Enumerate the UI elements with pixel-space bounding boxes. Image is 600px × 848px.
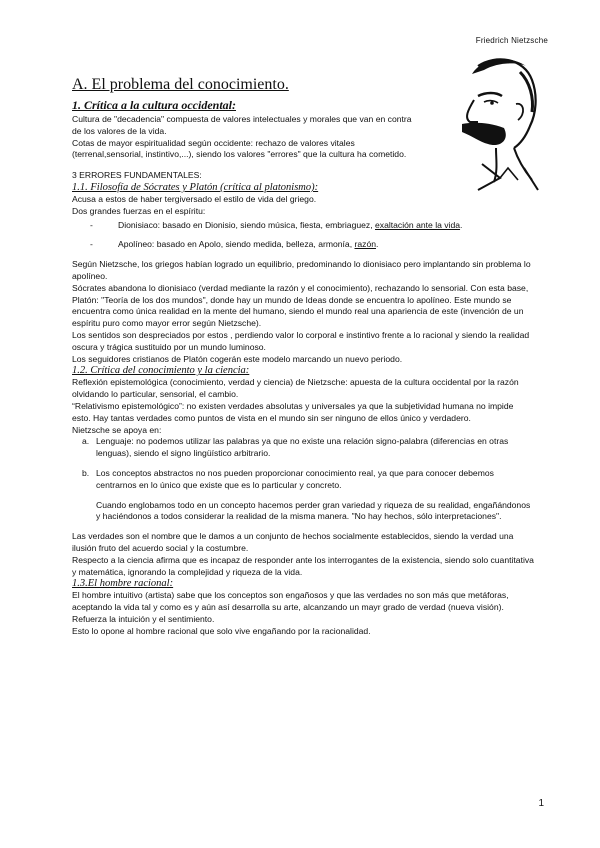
subsection-1-2-paragraph-3: Nietzsche se apoya en: <box>72 424 162 435</box>
list-item: - Apolíneo: basado en Apolo, siendo medida, belleza, armonía, razón. <box>90 239 379 250</box>
subsection-1-2-paragraph-1: Reflexión epistemológica (conocimiento, verdad y ciencia) de Nietzsche: apuesta de la cultura occidental por la razón olvidando lo particular, sensorial, el cambio. <box>72 377 519 400</box>
subsection-1-1-paragraph-4: Sócrates abandona lo dionisiaco (verdad mediante la razón y el conocimiento), rechazando lo sensorial. Con esta base, Platón: "Teoría de los dos mundos", donde hay un mundo de Ideas donde se encuentra lo apolíneo. Este mundo se encuentra como única realidad en la mente del humano, siendo el mundo real una apariencia de este (invención de un espíritu puro como mayor error según Nietzsche). <box>72 282 529 329</box>
subsection-1-1-paragraph-3: Según Nietzsche, los griegos habían logrado un equilibrio, predominando lo dionisiaco pero implantando sin problema lo apolíneo. <box>72 259 531 281</box>
subsection-1-2-paragraph-4: Las verdades son el nombre que le damos a un conjunto de hechos socialmente establecidos, siendo la verdad una ilusión fruto del acuerdo social y la costumbre. <box>72 531 514 553</box>
supports-list <box>72 436 534 491</box>
dionisiaco-text: Dionisiaco: basado en Dionisio, siendo música, fiesta, embriaguez, <box>118 219 375 230</box>
subsection-1-1-paragraph-1: Acusa a estos de haber tergiversado el estilo de vida del griego. <box>72 193 317 204</box>
subsection-1-1-heading: 1.1. Filosofía de Sócrates y Platón (crítica al platonismo): <box>72 181 319 193</box>
subsection-1-3-heading: 1.3.El hombre racional: <box>72 578 174 590</box>
subsection-1-1-paragraph-5: Los sentidos son despreciados por estos , perdiendo valor lo corporal e instintivo frente a lo racional y siendo la realidad oscura y trágica sustituido por un mundo luminoso. <box>72 329 530 352</box>
forces-list <box>72 220 534 252</box>
dionisiaco-underlined: exaltación ante la vida <box>375 219 461 230</box>
section-1-heading: 1. Crítica a la cultura occidental: <box>72 98 236 112</box>
apolineo-text: Apolíneo: basado en Apolo, siendo medida, belleza, armonía, <box>118 239 355 250</box>
subsection-1-3-paragraph-1: El hombre intuitivo (artista) sabe que los conceptos son engañosos y que las verdades no son más que metáforas, aceptando la vida tal y como es y aún así desarrolla su arte, alcanzando un mayr grado de verdad (nueva visión). Refuerza la intuición y el sentimiento. <box>72 590 509 624</box>
list-item: b. Los conceptos abstractos no nos pueden proporcionar conocimiento real, ya que para conocer debemos centrarnos en lo único que existe que es lo particular y concreto. <box>82 467 494 490</box>
item-b-continuation: Cuando englobamos todo en un concepto hacemos perder gran variedad y riqueza de su realidad, engañándonos y haciéndonos a todos considerar la realidad de la misma manera. "No hay hechos, sólo interpretaciones". <box>96 499 531 522</box>
list-item: a. Lenguaje: no podemos utilizar las palabras ya que no existe una relación signo-palabra (diferencias en otras lenguas), siendo el signo lingüístico arbitrario. <box>82 436 509 459</box>
item-b-text: Los conceptos abstractos no nos pueden proporcionar conocimiento real, ya que para conocer debemos centrarnos en lo único que existe que es lo particular y concreto. <box>96 467 494 490</box>
subsection-1-3-paragraph-2: Esto lo opone al hombre racional que solo vive engañando por la racionalidad. <box>72 625 371 636</box>
apolineo-underlined: razón <box>354 239 376 250</box>
document-body <box>72 76 534 637</box>
subsection-1-1-paragraph-2: Dos grandes fuerzas en el espíritu: <box>72 205 206 216</box>
errors-heading: 3 ERRORES FUNDAMENTALES: <box>72 170 202 181</box>
subsection-1-2-heading: 1.2. Crítica del conocimiento y la ciencia: <box>72 365 250 377</box>
page-number: 1 <box>538 798 544 809</box>
subsection-1-2-paragraph-5: Respecto a la ciencia afirma que es incapaz de responder ante los interrogantes de la existencia, siendo solo cuantitativa y matemática, ignorando la complejidad y riqueza de la vida. <box>72 554 534 577</box>
section-1-paragraph-1: Cultura de "decadencia" compuesta de valores intelectuales y morales que van en contra de los valores de la vida. <box>72 114 412 136</box>
subsection-1-2-paragraph-2: “Relativismo epistemológico”: no existen verdades absolutas y universales ya que la subjetividad humana no impide esto. Hay tantas verdades como puntos de vista en el mundo sin ser ninguno de ellos único y verdadero. <box>72 400 514 423</box>
item-a-text: Lenguaje: no podemos utilizar las palabras ya que no existe una relación signo-palabra (diferencias en otras lenguas), siendo el signo lingüístico arbitrario. <box>96 436 509 459</box>
header-author: Friedrich Nietzsche <box>475 36 548 45</box>
section-1-paragraph-2: Cotas de mayor espiritualidad según occidente: rechazo de valores vitales (terrenal,sensorial, instintivo,...), siendo los valores "errores" que la cultura ha cometido. <box>72 137 407 160</box>
subsection-1-1-paragraph-6: Los seguidores cristianos de Platón cogerán este modelo marcando un nuevo periodo. <box>72 353 403 364</box>
list-item: - Dionisiaco: basado en Dionisio, siendo música, fiesta, embriaguez, exaltación ante la vida. <box>90 219 463 230</box>
page-title: A. El problema del conocimiento. <box>72 76 289 93</box>
